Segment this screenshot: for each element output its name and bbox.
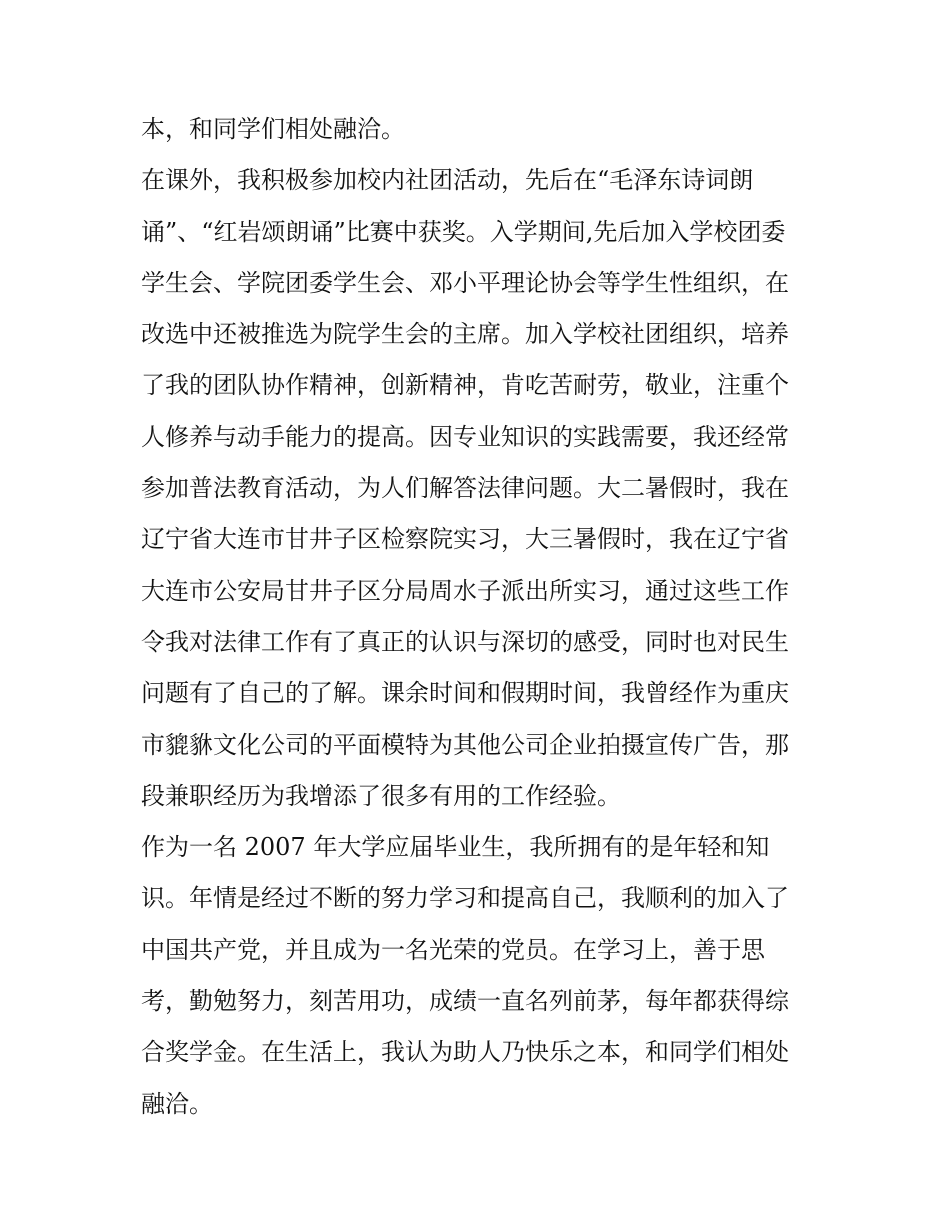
text-line-8: 参加普法教育活动，为人们解答法律问题。大二暑假时，我在 xyxy=(141,474,789,503)
text-line-5: 改选中还被推选为院学生会的主席。加入学校社团组织，培养 xyxy=(141,320,789,349)
text-line-7: 人修养与动手能力的提高。因专业知识的实践需要，我还经常 xyxy=(141,422,789,451)
text-line-10: 大连市公安局甘井子区分局周水子派出所实习，通过这些工作 xyxy=(141,576,789,605)
text-line-14: 段兼职经历为我增添了很多有用的工作经验。 xyxy=(141,781,621,810)
text-line-11: 令我对法律工作有了真正的认识与深切的感受，同时也对民生 xyxy=(141,627,789,656)
text-line-6: 了我的团队协作精神，创新精神，肯吃苦耐劳，敬业，注重个 xyxy=(141,371,789,400)
text-line-12: 问题有了自己的了解。课余时间和假期时间，我曾经作为重庆 xyxy=(141,679,789,708)
text-line-20: 融洽。 xyxy=(141,1089,213,1118)
text-line-2: 在课外，我积极参加校内社团活动，先后在“毛泽东诗词朗 xyxy=(141,166,754,195)
text-line-3: 诵”、“红岩颂朗诵”比赛中获奖。入学期间,先后加入学校团委 xyxy=(141,217,786,246)
text-line-18: 考，勤勉努力，刻苦用功，成绩一直名列前茅，每年都获得综 xyxy=(141,987,789,1016)
document-body xyxy=(141,108,821,1134)
text-line-4: 学生会、学院团委学生会、邓小平理论协会等学生性组织，在 xyxy=(141,268,789,297)
text-line-19: 合奖学金。在生活上，我认为助人乃快乐之本，和同学们相处 xyxy=(141,1038,789,1067)
text-line-16: 识。年情是经过不断的努力学习和提高自己，我顺利的加入了 xyxy=(141,884,789,913)
text-line-1: 本，和同学们相处融洽。 xyxy=(141,115,405,143)
text-line-13: 市貔貅文化公司的平面模特为其他公司企业拍摄宣传广告，那 xyxy=(141,730,789,759)
text-line-9: 辽宁省大连市甘井子区检察院实习，大三暑假时，我在辽宁省 xyxy=(141,525,789,554)
text-line-17: 中国共产党，并且成为一名光荣的党员。在学习上，善于思 xyxy=(141,935,765,964)
text-line-15: 作为一名 2007 年大学应届毕业生，我所拥有的是年轻和知 xyxy=(141,833,770,862)
